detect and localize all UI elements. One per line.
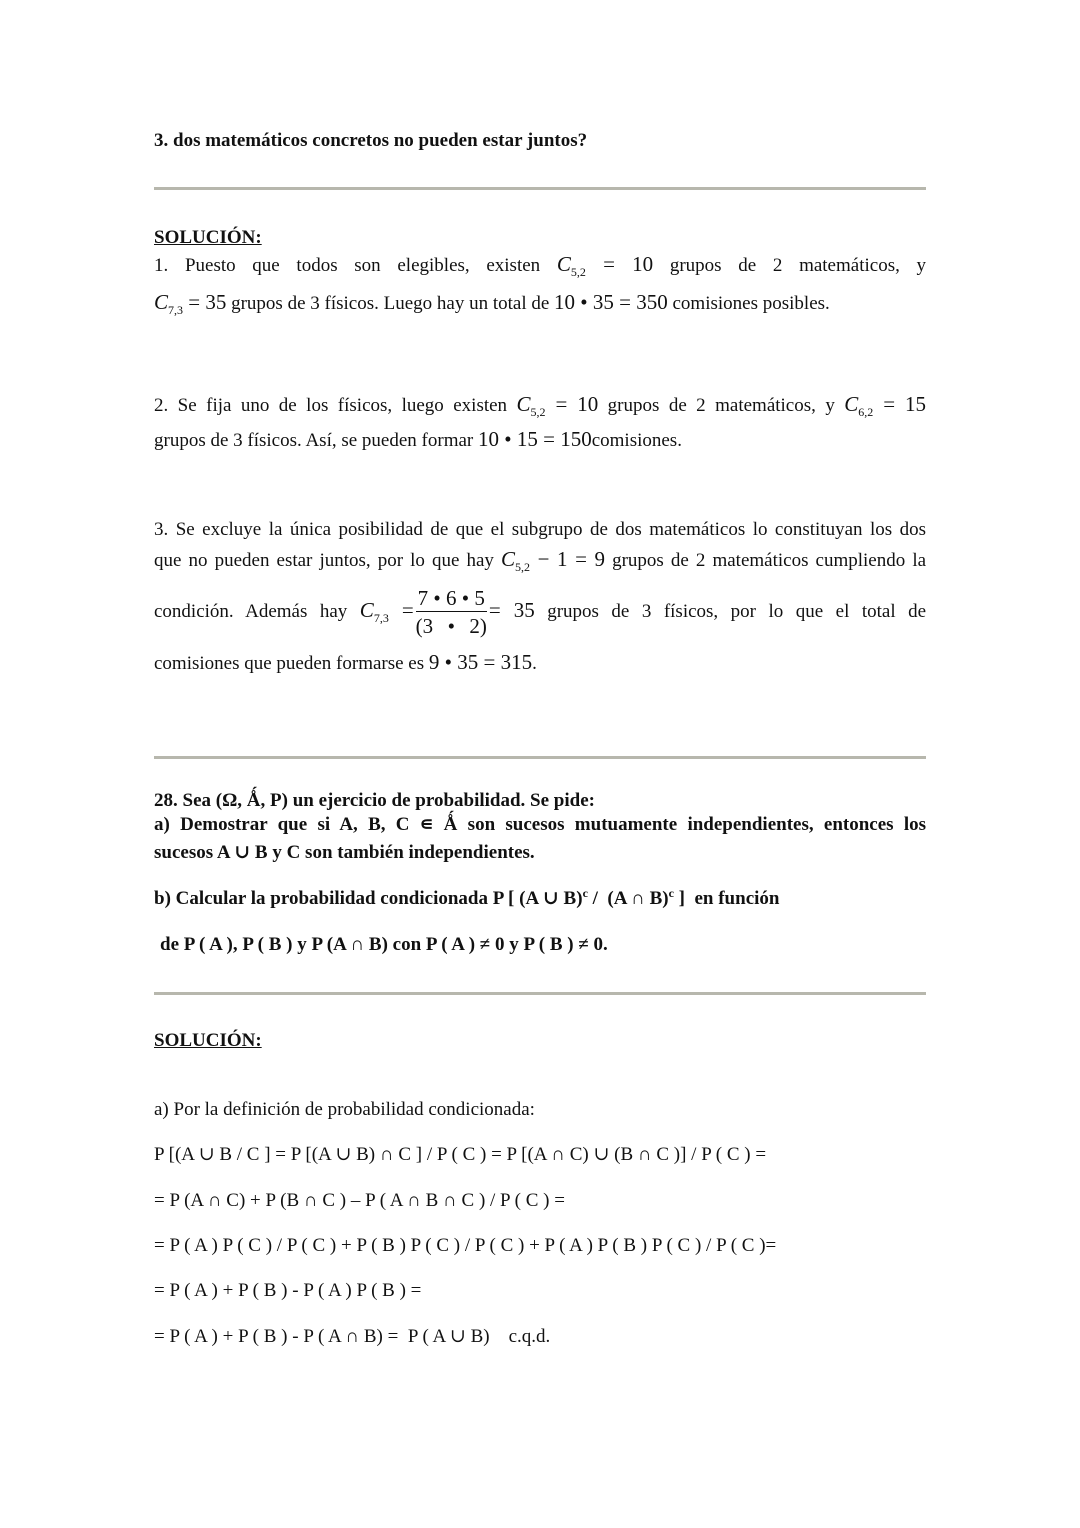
solution-28a-intro: a) Por la definición de probabilidad condicionada: (154, 1099, 535, 1120)
fraction (416, 585, 487, 640)
derivation-line-4: = P ( A ) + P ( B ) - P ( A ) P ( B ) = (154, 1280, 422, 1301)
combination-c52-minus-1: $C_{5,2} - 1 = 9$ (501, 547, 605, 574)
text: / (A ∩ B) (587, 888, 669, 909)
divider-1 (154, 187, 926, 190)
text: condición. Además hay (154, 601, 348, 622)
text: b) Calcular la probabilidad condicionada P [ (A ∪ B) (154, 888, 583, 909)
text: grupos de 3 físicos, por lo que el total de (547, 601, 927, 622)
derivation-line-2: = P (A ∩ C) + P (B ∩ C ) – P ( A ∩ B ∩ C ) / P ( C ) = (154, 1190, 565, 1211)
combination-c62: $C_{6,2} = 15$ (844, 392, 926, 419)
combination-c52: $C_{5,2} = 10$ (556, 252, 654, 279)
problem-28-title: 28. Sea (Ω, Ǻ, P) un ejercicio de probabilidad. Se pide: (154, 790, 595, 811)
divider-3 (154, 992, 926, 995)
complement-mark: c (668, 886, 674, 900)
solution-heading-1: SOLUCIÓN: (154, 227, 262, 248)
solution-3-line-4 (154, 650, 926, 676)
solution-3-line-2 (154, 547, 926, 573)
solution-3-line-3 (154, 582, 926, 640)
text: comisiones posibles. (672, 293, 830, 314)
text: que no pueden estar juntos, por lo que hay (154, 550, 494, 571)
problem-28-a-line-2: sucesos A ∪ B y C son también independientes. (154, 842, 535, 863)
solution-3-line-1 (154, 518, 926, 542)
solution-2-line-2 (154, 427, 926, 453)
problem-28-b-line-2: de P ( A ), P ( B ) y P (A ∩ B) con P ( A ) ≠ 0 y P ( B ) ≠ 0. (160, 934, 608, 955)
text: ] en función (673, 888, 780, 909)
derivation-line-3: = P ( A ) P ( C ) / P ( C ) + P ( B ) P ( C ) / P ( C ) + P ( A ) P ( B ) P ( C ) / P ( C )= (154, 1235, 777, 1256)
text: grupos de 2 matemáticos cumpliendo la (612, 550, 927, 571)
text: grupos de 3 físicos. Luego hay un total de (231, 293, 550, 314)
text: grupos de 2 matemáticos, y (607, 395, 835, 416)
text: 2. Se fija uno de los físicos, luego existen (154, 395, 508, 416)
problem-28-a-line-1: a) Demostrar que si A, B, C ∊ Ǻ son sucesos mutuamente independientes, entonces los (154, 814, 926, 835)
solution-1-line-2 (154, 290, 926, 316)
combination-c52: $C_{5,2} = 10$ (516, 392, 599, 419)
complement-mark: c (582, 886, 588, 900)
derivation-line-5: = P ( A ) + P ( B ) - P ( A ∩ B) = P ( A ∪ B) c.q.d. (154, 1326, 551, 1347)
combination-c73-fraction: $C_{7,3}$ = $\frac{7 • 6 • 5}{(3 • 2)}$ = 35 (359, 585, 535, 638)
text: grupos de 2 matemáticos, y (669, 255, 927, 276)
calculation: 10 • 15 = 150 (478, 427, 592, 451)
solution-heading-2: SOLUCIÓN: (154, 1030, 262, 1051)
question-3-title: 3. dos matemáticos concretos no pueden estar juntos? (154, 130, 588, 151)
divider-2 (154, 756, 926, 759)
combination-c73: $C_{7,3} = 35$ (154, 290, 227, 317)
calculation: 10 • 35 = 350 (554, 290, 668, 314)
text: comisiones que pueden formarse es (154, 653, 425, 674)
solution-2-line-1 (154, 392, 926, 418)
fraction-numerator: 7 • 6 • 5 (417, 585, 485, 610)
problem-28-b-line-1 (154, 887, 926, 911)
calculation: 9 • 35 = 315 (428, 650, 533, 674)
text: . (532, 653, 537, 674)
text: grupos de 3 físicos. Así, se pueden formar (154, 430, 474, 451)
text: 3. Se excluye la única posibilidad de que el subgrupo de dos matemáticos lo constituyan los dos (154, 519, 926, 540)
solution-1-line-1 (154, 252, 926, 278)
derivation-line-1: P [(A ∪ B / C ] = P [(A ∪ B) ∩ C ] / P ( C ) = P [(A ∩ C) ∪ (B ∩ C )] / P ( C ) = (154, 1144, 767, 1165)
text: 1. Puesto que todos son elegibles, existen (154, 255, 541, 276)
text: comisiones. (591, 430, 682, 451)
fraction-denominator: (3 • 2) (415, 613, 487, 638)
